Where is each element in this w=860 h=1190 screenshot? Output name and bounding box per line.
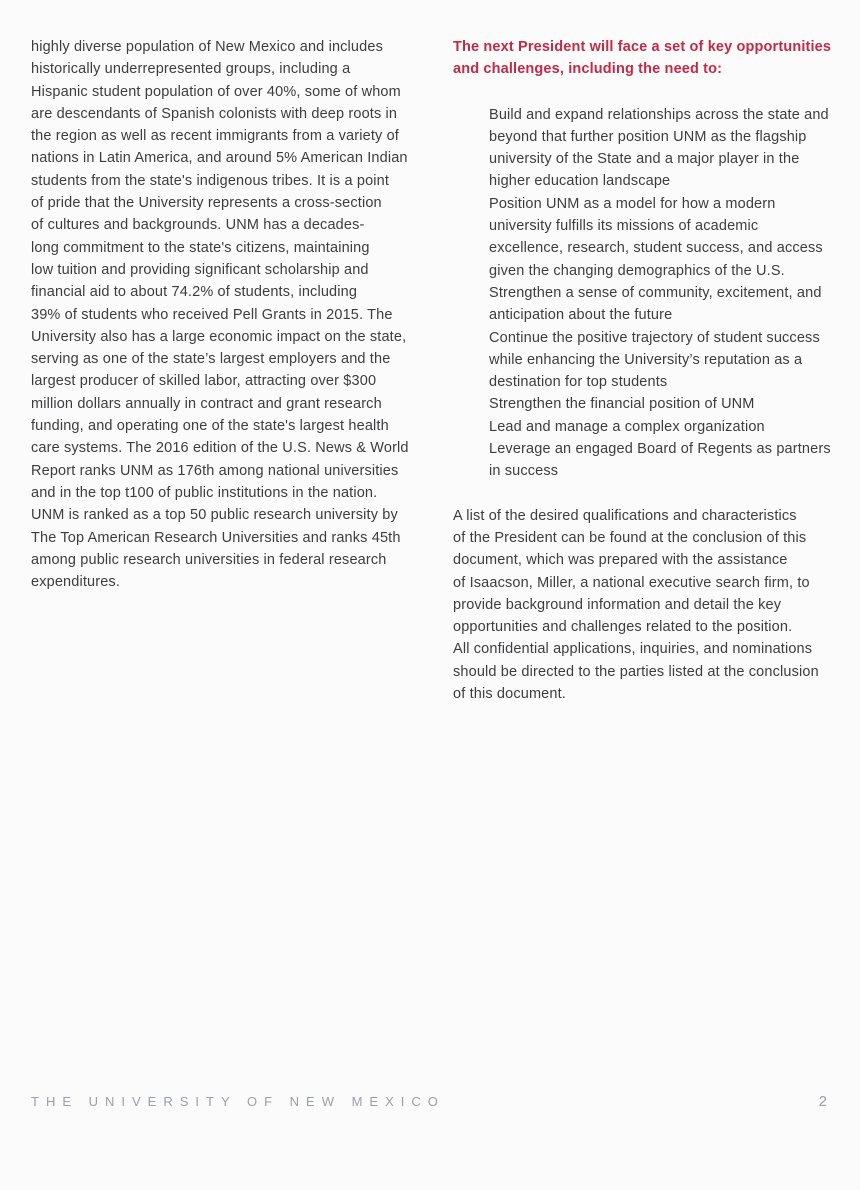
list-item: Build and expand relationships across the state and beyond that further position UNM as the flagship university of the State and a major player in the higher education landscape bbox=[489, 106, 829, 190]
list-item: Leverage an engaged Board of Regents as partners in success bbox=[489, 441, 831, 480]
closing-paragraph: A list of the desired qualifications and characteristics of the President can be found at the conclusion of this document, which was prepared with the assistance of Isaacson, Miller, a national executive search firm, to provide background information and detail the key opportunities and challenges related to the position. All confidential applications, inquiries, and nominations should be directed to the parties listed at the conclusion of this document. bbox=[453, 507, 819, 703]
list-item: Continue the positive trajectory of student success while enhancing the University’s reputation as a destination for top students bbox=[489, 329, 820, 391]
opportunities-heading: The next President will face a set of key opportunities and challenges, including the need to: bbox=[453, 39, 832, 78]
list-item: Strengthen a sense of community, excitement, and anticipation about the future bbox=[489, 284, 822, 324]
opportunities-list bbox=[453, 104, 849, 483]
list-item: Strengthen the financial position of UNM bbox=[489, 396, 755, 413]
page-number: 2 bbox=[818, 1093, 827, 1110]
page-footer bbox=[31, 1093, 827, 1110]
list-item: Position UNM as a model for how a modern university fulfills its missions of academic excellence, research, student success, and access given the changing demographics of the U.S. bbox=[489, 195, 823, 279]
left-column bbox=[31, 36, 427, 593]
right-column bbox=[453, 36, 849, 705]
left-column-paragraph: highly diverse population of New Mexico and includes historically underrepresented groups, including a Hispanic student population of over 40%, some of whom are descendants of Spanish colonists with deep roots in the region as well as recent immigrants from a variety of nations in Latin America, and around 5% American Indian students from the state's indigenous tribes. It is a point of pride that the University represents a cross-section of cultures and backgrounds. UNM has a decades- long commitment to the state's citizens, maintaining low tuition and providing significant scholarship and financial aid to about 74.2% of students, including 39% of students who received Pell Grants in 2015. The University also has a large economic impact on the state, serving as one of the state’s largest employers and the largest producer of skilled labor, attracting over $300 million dollars annually in contract and grant research funding, and operating one of the state's largest health care systems. The 2016 edition of the U.S. News & World Report ranks UNM as 176th among national universities and in the top t100 of public institutions in the nation. UNM is ranked as a top 50 public research university by The Top American Research Universities and ranks 45th among public research universities in federal research expenditures. bbox=[31, 39, 409, 591]
footer-institution-name: THE UNIVERSITY OF NEW MEXICO bbox=[31, 1094, 445, 1109]
list-item: Lead and manage a complex organization bbox=[489, 418, 765, 435]
